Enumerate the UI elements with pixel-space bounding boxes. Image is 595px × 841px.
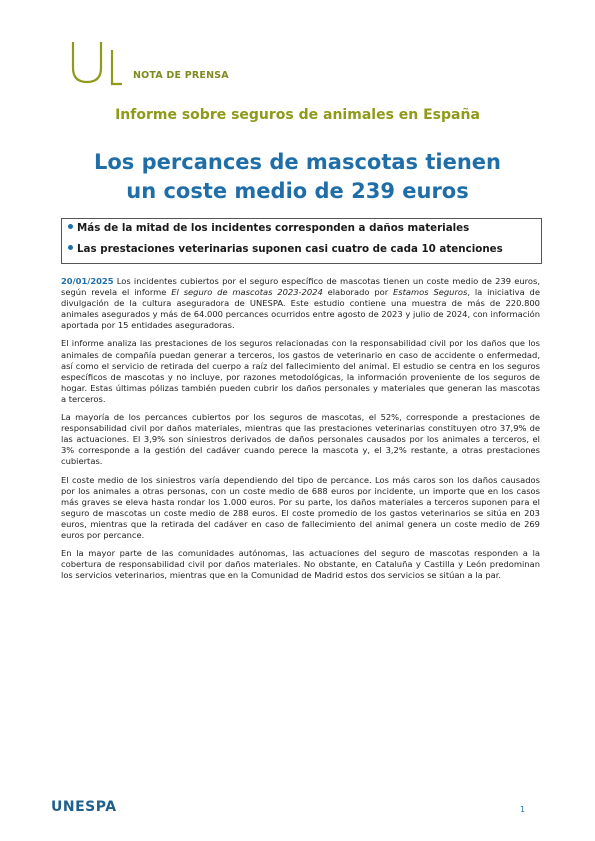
bullet-icon bbox=[68, 245, 73, 250]
highlight-text: Más de la mitad de los incidentes corresponden a daños materiales bbox=[77, 222, 470, 234]
highlights-box bbox=[61, 218, 542, 264]
paragraph: La mayoría de los percances cubiertos por los seguros de mascotas, el 52%, corresponde a prestaciones de responsabilidad civil por daños materiales, mientras que las prestaciones veterinarias constituyen otro 37,9% de las actuaciones. El 3,9% son siniestros derivados de daños personales causados por los animales a terceros, el 3% corresponde a la gestión del cadáver cuando perece la mascota y, el 3,2% restante, a otras prestaciones cubiertas. bbox=[61, 412, 540, 467]
brand-name: Estamos Seguros bbox=[393, 287, 468, 298]
headline-line-2: un coste medio de 239 euros bbox=[126, 179, 469, 203]
headline bbox=[40, 148, 555, 206]
bullet-icon bbox=[68, 224, 73, 229]
paragraph-text: elaborado por bbox=[322, 287, 394, 298]
paragraph-text: , la iniciativa de divulgación de la cultura aseguradora de UNESPA. Este estudio contiene una muestra de más de 220.800 animales asegurados y más de 64.000 percances ocurridos entre agosto de 2023 y julio de 2024, con información aportada por 15 entidades aseguradoras. bbox=[61, 287, 540, 331]
unespa-logo: UNESPA bbox=[51, 799, 117, 815]
article-body bbox=[61, 276, 540, 588]
highlight-item bbox=[68, 222, 535, 235]
paragraph bbox=[61, 276, 540, 331]
highlight-text: Las prestaciones veterinarias suponen casi cuatro de cada 10 atenciones bbox=[77, 243, 503, 255]
page-number: 1 bbox=[520, 805, 526, 814]
paragraph: El informe analiza las prestaciones de los seguros relacionadas con la responsabilidad civil por los daños que los animales de compañía puedan generar a terceros, los gastos de veterinario en caso de accidente o enfermedad, así como el servicio de retirada del cuerpo a raíz del fallecimiento del animal. El estudio se centra en los seguros específicos de mascotas y no incluye, por razones metodológicas, la información proveniente de los seguros de hogar. Estas últimas pólizas también pueden cubrir los daños personales y materiales que generan las mascotas a terceros. bbox=[61, 338, 540, 404]
highlight-item bbox=[68, 243, 535, 256]
paragraph-text: Los incidentes cubiertos por el seguro específico de mascotas tienen un coste medio de 239 euros, según revela el informe bbox=[61, 276, 540, 298]
report-subtitle: Informe sobre seguros de animales en España bbox=[115, 107, 480, 123]
report-title: El seguro de mascotas 2023-2024 bbox=[171, 287, 323, 298]
paragraph: El coste medio de los siniestros varía dependiendo del tipo de percance. Los más caros son los daños causados por los animales a otras personas, con un coste medio de 688 euros por incidente, un importe que en los casos más graves se eleva hasta rondar los 1.000 euros. Por su parte, los daños materiales a terceros suponen para el seguro de mascotas un coste medio de 288 euros. El coste promedio de los gastos veterinarios se sitúa en 203 euros, mientras que la retirada del cadáver en caso de fallecimiento del animal genera un coste medio de 269 euros por percance. bbox=[61, 474, 540, 540]
release-date: 20/01/2025 bbox=[61, 276, 114, 286]
unespa-u-logo-icon bbox=[64, 40, 124, 88]
press-release-label: NOTA DE PRENSA bbox=[133, 70, 229, 81]
paragraph: En la mayor parte de las comunidades autónomas, las actuaciones del seguro de mascotas responden a la cobertura de responsabilidad civil por daños materiales. No obstante, en Cataluña y Castilla y León predominan los servicios veterinarios, mientras que en la Comunidad de Madrid estos dos servicios se sitúan a la par. bbox=[61, 548, 540, 581]
headline-line-1: Los percances de mascotas tienen bbox=[94, 150, 501, 174]
